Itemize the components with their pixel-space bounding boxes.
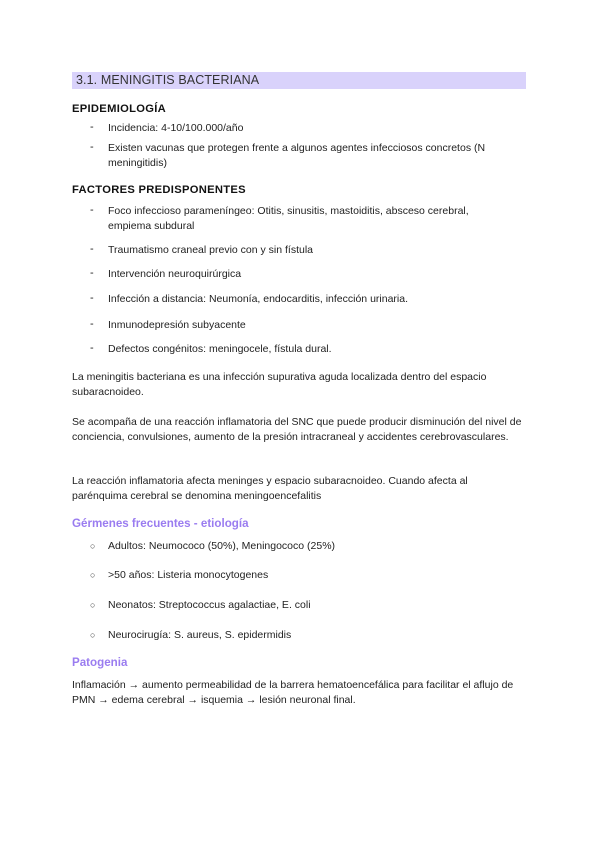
list-bullet: -	[90, 318, 94, 330]
circle-bullet-icon: ○	[90, 600, 96, 610]
paragraph: La meningitis bacteriana es una infección supurativa aguda localizada dentro del espacio subaracnoideo.	[72, 371, 487, 398]
factores-item: Intervención neuroquirúrgica	[108, 268, 242, 280]
germenes-item: Neurocirugía: S. aureus, S. epidermidis	[108, 629, 292, 641]
list-bullet: -	[90, 243, 94, 255]
factores-item: Defectos congénitos: meningocele, fístula dural.	[108, 343, 332, 355]
list-bullet: -	[90, 267, 94, 279]
list-bullet: -	[90, 342, 94, 354]
circle-bullet-icon: ○	[90, 630, 96, 640]
circle-bullet-icon: ○	[90, 570, 96, 580]
epidemiologia-heading: EPIDEMIOLOGÍA	[72, 103, 167, 115]
factores-item: Foco infeccioso parameníngeo: Otitis, sinusitis, mastoiditis, absceso cerebral, empiema subdural	[108, 205, 469, 232]
section-title: 3.1. MENINGITIS BACTERIANA	[76, 73, 260, 87]
epidemiologia-item: Existen vacunas que protegen frente a algunos agentes infecciosos concretos (N meningitidis)	[108, 142, 486, 169]
factores-item: Traumatismo craneal previo con y sin fístula	[108, 244, 314, 256]
paragraph: Se acompaña de una reacción inflamatoria del SNC que puede producir disminución del nivel de conciencia, convulsiones, aumento de la presión intracraneal y accidentes cerebrovasculares.	[72, 416, 522, 443]
list-bullet: -	[90, 292, 94, 304]
epidemiologia-item: Incidencia: 4-10/100.000/año	[108, 122, 244, 134]
factores-item: Infección a distancia: Neumonía, endocarditis, infección urinaria.	[108, 293, 408, 305]
paragraph: La reacción inflamatoria afecta meninges y espacio subaracnoideo. Cuando afecta al parénquima cerebral se denomina meningoencefalitis	[72, 475, 468, 502]
germenes-item: Neonatos: Streptococcus agalactiae, E. coli	[108, 599, 311, 611]
circle-bullet-icon: ○	[90, 541, 96, 551]
germenes-item: Adultos: Neumococo (50%), Meningococo (25%)	[108, 540, 336, 552]
list-bullet: -	[90, 141, 94, 153]
factores-item: Inmunodepresión subyacente	[108, 319, 246, 331]
list-bullet: -	[90, 121, 94, 133]
patogenia-heading: Patogenia	[72, 656, 128, 669]
list-bullet: -	[90, 204, 94, 216]
germenes-heading: Gérmenes frecuentes - etiología	[72, 517, 249, 530]
germenes-item: >50 años: Listeria monocytogenes	[108, 569, 269, 581]
factores-heading: FACTORES PREDISPONENTES	[72, 184, 246, 196]
patogenia-text: Inflamación → aumento permeabilidad de la barrera hematoencefálica para facilitar el aflujo de PMN → edema cerebral → isquemia → lesión neuronal final.	[72, 679, 514, 706]
